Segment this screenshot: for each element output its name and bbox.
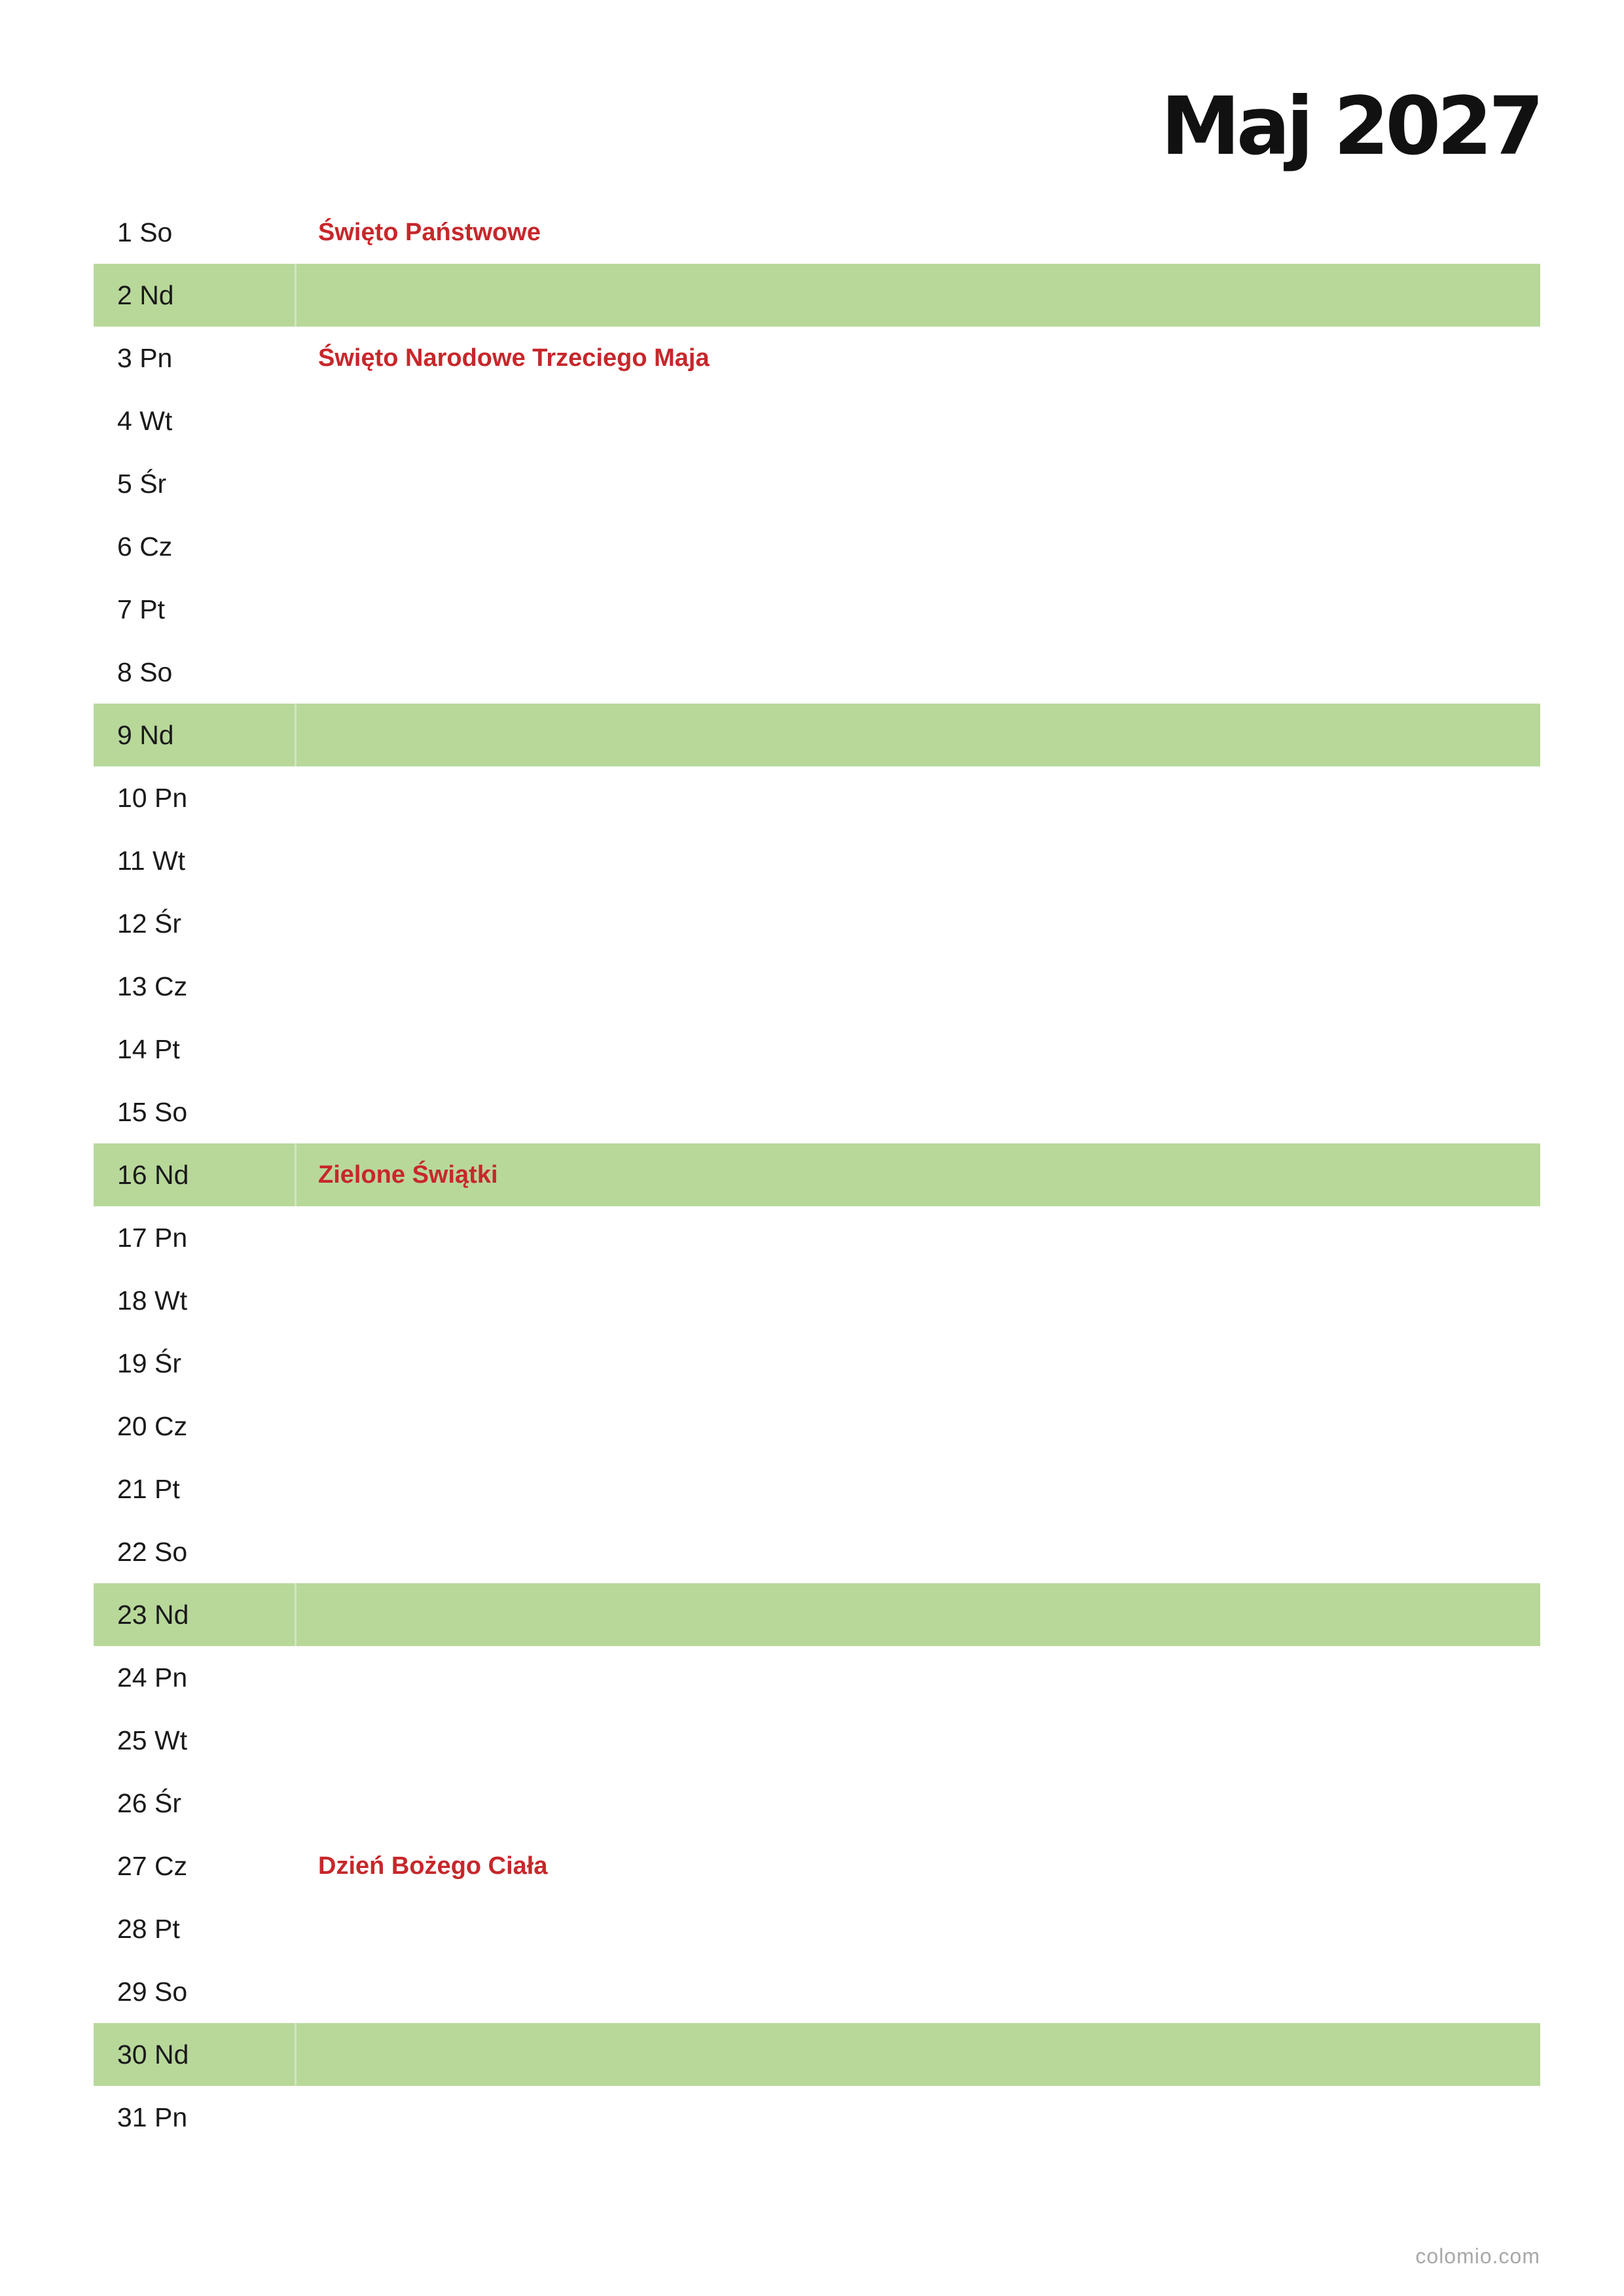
- day-label: 15 So: [117, 1096, 188, 1127]
- day-label: 4 Wt: [117, 405, 173, 436]
- day-label: 21 Pt: [117, 1473, 180, 1504]
- day-label: 7 Pt: [117, 594, 165, 624]
- day-label: 27 Cz: [117, 1850, 188, 1881]
- page-title: Maj 2027: [1161, 80, 1540, 173]
- footer-brand: colomio.com: [1415, 2244, 1540, 2268]
- day-label: 19 Śr: [117, 1348, 181, 1378]
- day-row: [94, 578, 1540, 641]
- day-label: 23 Nd: [117, 1599, 189, 1630]
- day-row: [94, 1081, 1540, 1143]
- day-list: [94, 201, 1540, 2149]
- day-row: [94, 892, 1540, 955]
- day-row: [94, 1897, 1540, 1960]
- day-label: 24 Pn: [117, 1662, 188, 1693]
- day-label: 2 Nd: [117, 279, 174, 310]
- day-row: [94, 1143, 1540, 1206]
- day-label: 31 Pn: [117, 2102, 188, 2132]
- day-row: [94, 1772, 1540, 1835]
- day-row: [94, 1960, 1540, 2023]
- day-row: [94, 452, 1540, 515]
- day-row: [94, 766, 1540, 829]
- day-label: 22 So: [117, 1536, 188, 1567]
- day-row: [94, 1835, 1540, 1897]
- holiday-label: Święto Narodowe Trzeciego Maja: [318, 344, 710, 372]
- day-label: 13 Cz: [117, 971, 188, 1001]
- day-row: [94, 955, 1540, 1018]
- day-label: 20 Cz: [117, 1410, 188, 1441]
- day-row: [94, 515, 1540, 578]
- day-row: [94, 829, 1540, 892]
- day-label: 16 Nd: [117, 1159, 189, 1190]
- day-label: 9 Nd: [117, 719, 174, 750]
- day-row: [94, 389, 1540, 452]
- day-label: 25 Wt: [117, 1725, 188, 1755]
- day-row: [94, 1269, 1540, 1332]
- day-row: [94, 1206, 1540, 1269]
- day-row: [94, 1520, 1540, 1583]
- day-row: [94, 1583, 1540, 1646]
- day-row: [94, 2086, 1540, 2149]
- day-label: 28 Pt: [117, 1913, 180, 1944]
- day-label: 29 So: [117, 1976, 188, 2007]
- holiday-label: Święto Państwowe: [318, 218, 541, 246]
- day-row: [94, 1018, 1540, 1081]
- day-row: [94, 1332, 1540, 1395]
- day-label: 10 Pn: [117, 782, 188, 813]
- day-label: 5 Śr: [117, 468, 167, 499]
- day-label: 18 Wt: [117, 1285, 188, 1316]
- day-label: 12 Śr: [117, 908, 181, 939]
- day-label: 1 So: [117, 217, 173, 247]
- day-row: [94, 201, 1540, 264]
- day-row: [94, 641, 1540, 704]
- day-label: 3 Pn: [117, 342, 173, 373]
- day-label: 14 Pt: [117, 1033, 180, 1064]
- day-row: [94, 264, 1540, 327]
- holiday-label: Zielone Świątki: [318, 1160, 498, 1189]
- day-label: 17 Pn: [117, 1222, 188, 1253]
- day-label: 11 Wt: [117, 845, 186, 876]
- day-row: [94, 1709, 1540, 1772]
- day-row: [94, 1395, 1540, 1458]
- day-label: 8 So: [117, 656, 173, 687]
- day-label: 26 Śr: [117, 1787, 181, 1818]
- day-row: [94, 2023, 1540, 2086]
- day-row: [94, 327, 1540, 389]
- day-row: [94, 704, 1540, 766]
- day-row: [94, 1458, 1540, 1520]
- day-label: 6 Cz: [117, 531, 173, 562]
- day-row: [94, 1646, 1540, 1709]
- day-label: 30 Nd: [117, 2039, 189, 2070]
- holiday-label: Dzień Bożego Ciała: [318, 1852, 548, 1880]
